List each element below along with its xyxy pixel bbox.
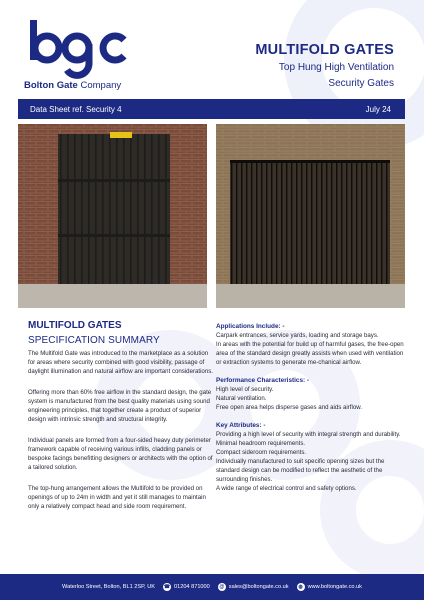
section-heading: MULTIFOLD GATES [28,320,122,331]
attributes-item-1: Providing a high level of security with integral strength and durability. [216,431,401,438]
footer-phone[interactable]: ☎ 01204 871000 [163,584,210,590]
document-subtitle-line2: Security Gates [328,78,394,89]
globe-icon: ◍ [298,584,303,590]
footer-address: Waterloo Street, Bolton, BL1 2SP, UK [62,584,155,590]
attributes-item-2: Minimal headroom requirements. [216,440,306,447]
applications-heading: Applications Include: - [216,323,285,330]
company-name: Bolton Gate Company [24,80,122,91]
email-icon: @ [219,584,225,590]
summary-paragraph-2: Offering more than 60% free airflow in the standard design, the gate system is manufactured from the best quality materials using sound engineering principles, that together create a product of superior design with intrinsic strength and structural integrity. [28,389,212,423]
summary-paragraph-3: Individual panels are formed from a four-sided heavy duty perimeter framework capable of receiving various infills, cladding panels or bespoke facings benefitting designers or architects with the option of a tailored solution. [28,437,213,471]
data-sheet-date: July 24 [365,104,391,114]
gate-photo-stone-facade [216,124,405,308]
title-block [255,42,394,90]
data-sheet-ref: Data Sheet ref. Security 4 [30,104,122,114]
attributes-heading: Key Attributes: - [216,422,266,429]
gate-photo-brick-entrance [18,124,207,308]
footer-bar [0,574,424,600]
footer-website[interactable]: ◍ www.boltongate.co.uk [298,584,362,590]
performance-item-2: Natural ventilation. [216,395,267,402]
performance-heading: Performance Characteristics: - [216,377,310,384]
performance-item-3: Free open area helps disperse gases and aids airflow. [216,404,362,411]
summary-paragraph-1: The Multifold Gate was introduced to the marketplace as a solution for areas where security combined with good visibility, passage of daylight illumination and natural airflow are important considerations. [28,350,213,375]
data-sheet-band [18,99,405,119]
applications-item-2: In areas with the potential for build up of harmful gases, the free-open area of the standard design greatly assists when used with ventilation or extraction systems to generate me-chanical airflow. [216,341,404,366]
attributes-item-3: Compact sideroom requirements. [216,449,307,456]
footer-email[interactable]: @ sales@boltongate.co.uk [219,584,289,590]
section-subheading: SPECIFICATION SUMMARY [28,335,160,346]
performance-item-1: High level of security. [216,386,274,393]
specification-summary [28,320,214,511]
attributes-item-4: Individually manufactured to suit specific opening sizes but the standard design can be modified to reflect the aesthetic of the surrounding finishes. [216,458,385,483]
attributes-item-5: A wide range of electrical control and safety options. [216,485,357,492]
phone-icon: ☎ [163,584,171,590]
document-title: MULTIFOLD GATES [255,42,394,58]
applications-item-1: Carpark entrances, service yards, loading and storage bays. [216,332,379,339]
document-subtitle-line1: Top Hung High Ventilation [278,62,394,73]
features-column [216,322,406,493]
summary-paragraph-4: The top-hung arrangement allows the Multifold to be provided on openings of up to 24m in width and yet it still manages to maintain only a relatively compact head and side room requirement. [28,485,206,510]
